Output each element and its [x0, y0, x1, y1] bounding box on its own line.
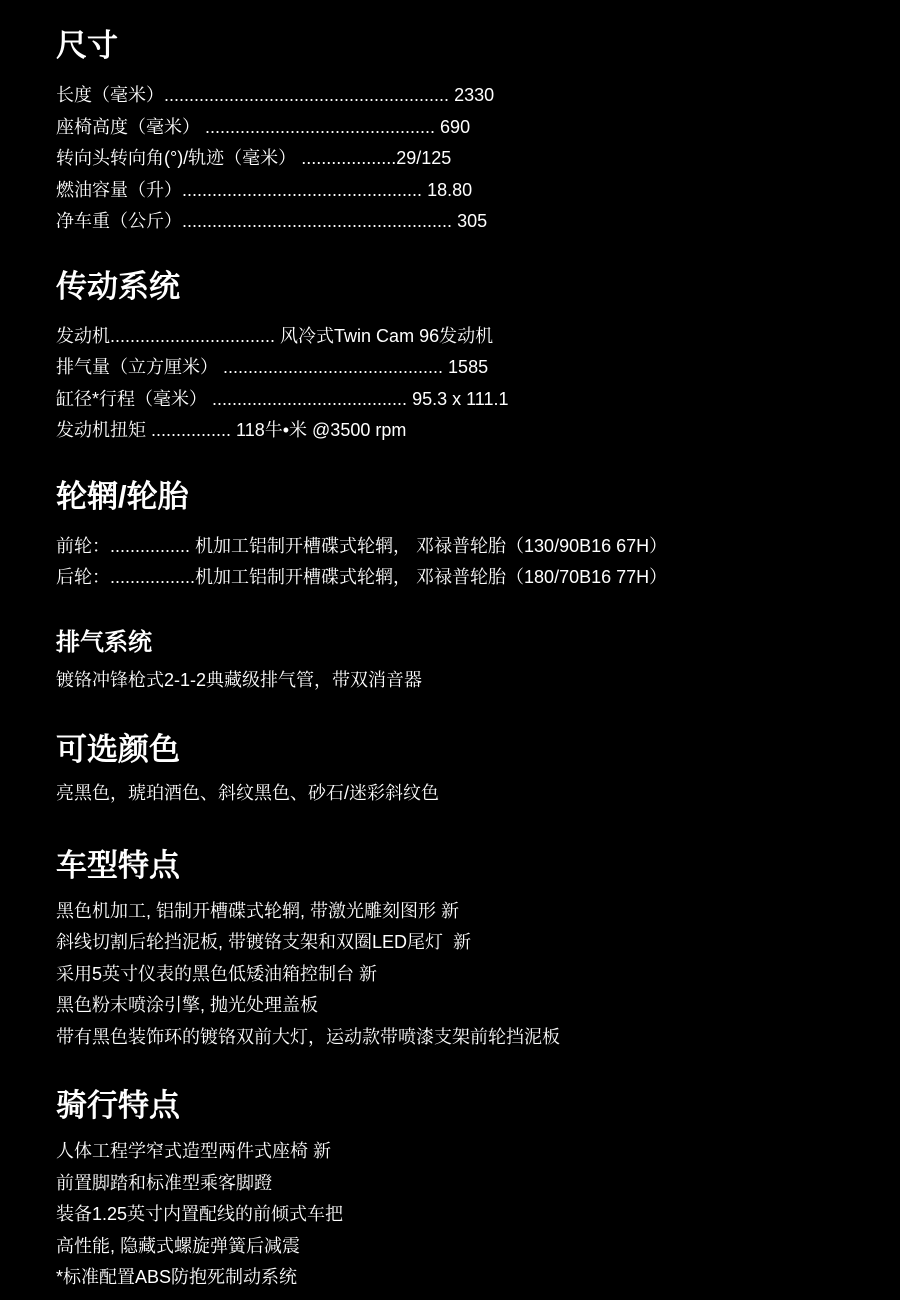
heading-model-features: 车型特点 — [56, 847, 180, 883]
spec-label: 净车重（公斤） — [56, 211, 182, 231]
section-model-features — [56, 846, 880, 1054]
feature-text: 高性能, 隐藏式螺旋弹簧后减震 — [56, 1235, 301, 1256]
section-drivetrain — [56, 267, 880, 447]
spec-row-seat-height — [56, 112, 880, 144]
spec-label: 座椅高度（毫米） — [56, 116, 200, 137]
spec-value: 29/125 — [396, 148, 452, 168]
exhaust-description — [56, 665, 880, 697]
feature-text: 斜线切割后轮挡泥板, 带镀铬支架和双圈LED尾灯 新 — [56, 932, 472, 952]
feature-text: 带有黑色装饰环的镀铬双前大灯，运动款带喷漆支架前轮挡泥板 — [56, 1026, 560, 1047]
spec-value: 2330 — [454, 85, 495, 105]
spec-row-front-wheel — [56, 531, 880, 563]
feature-text: 黑色粉末喷涂引擎, 抛光处理盖板 — [56, 995, 319, 1015]
spec-leader: ................................................ — [182, 179, 428, 200]
section-exhaust — [56, 627, 880, 697]
riding-feature-line — [56, 1231, 880, 1263]
model-feature-line — [56, 896, 880, 928]
feature-text: 人体工程学窄式造型两件式座椅 新 — [56, 1141, 331, 1161]
section-colors — [56, 730, 880, 810]
spec-leader: ................................. — [110, 325, 281, 346]
color-options-text — [56, 778, 880, 810]
riding-feature-line — [56, 1199, 880, 1231]
model-feature-line — [56, 990, 880, 1022]
spec-value: 1585 — [448, 357, 489, 377]
spec-value: 95.3 x 111.1 — [412, 388, 509, 409]
exhaust-text: 镀铬冲锋枪式2-1-2典藏级排气管，带双消音器 — [56, 669, 423, 690]
spec-value: 690 — [440, 116, 471, 137]
model-feature-line — [56, 927, 880, 959]
colors-text: 亮黑色，琥珀酒色、斜纹黑色、砂石/迷彩斜纹色 — [56, 783, 439, 803]
spec-leader: ............................................ — [218, 357, 449, 377]
spec-row-engine — [56, 321, 880, 353]
model-feature-line — [56, 1022, 880, 1054]
feature-text: 前置脚踏和标准型乘客脚蹬 — [56, 1172, 272, 1193]
spec-value: 118牛•米 @3500 rpm — [236, 420, 407, 440]
heading-dimensions: 尺寸 — [56, 28, 118, 63]
riding-feature-line — [56, 1168, 880, 1200]
feature-text: 装备1.25英寸内置配线的前倾式车把 — [56, 1204, 344, 1224]
section-wheels-tires — [56, 477, 880, 594]
spec-label: 转向头转向角(°)/轨迹（毫米） — [56, 148, 297, 168]
spec-label: 排气量（立方厘米） — [56, 357, 218, 377]
spec-leader: ................ — [146, 420, 237, 440]
spec-leader: ...................................................... — [182, 211, 458, 231]
spec-leader: ....................................... — [207, 388, 413, 409]
heading-wheels-tires: 轮辋/轮胎 — [56, 478, 189, 514]
spec-row-length — [56, 80, 880, 112]
feature-text: *标准配置ABS防抱死制动系统 — [56, 1267, 298, 1287]
spec-row-displacement — [56, 352, 880, 384]
spec-value: 305 — [457, 211, 488, 231]
heading-colors: 可选颜色 — [56, 732, 180, 767]
heading-exhaust: 排气系统 — [56, 628, 152, 656]
spec-label: 长度（毫米） — [56, 85, 164, 105]
spec-row-dry-weight — [56, 206, 880, 238]
spec-row-bore-stroke — [56, 384, 880, 416]
spec-row-steering-angle-trail — [56, 143, 880, 175]
spec-row-rear-wheel — [56, 562, 880, 594]
heading-riding-features: 骑行特点 — [56, 1088, 180, 1123]
feature-text: 黑色机加工, 铝制开槽碟式轮辋, 带激光雕刻图形 新 — [56, 900, 460, 921]
spec-value: 机加工铝制开槽碟式轮辋， 邓禄普轮胎（130/90B16 67H） — [195, 535, 668, 556]
spec-row-engine-torque — [56, 415, 880, 447]
spec-leader: ................... — [296, 148, 397, 168]
spec-leader: ......................................................... — [164, 85, 455, 105]
spec-leader: .............................................. — [200, 116, 441, 137]
spec-label: 燃油容量（升） — [56, 179, 182, 200]
spec-row-fuel-capacity — [56, 175, 880, 207]
spec-value: 机加工铝制开槽碟式轮辋， 邓禄普轮胎（180/70B16 77H） — [195, 567, 668, 587]
section-riding-features — [56, 1086, 880, 1294]
spec-value: 18.80 — [427, 179, 473, 200]
feature-text: 采用5英寸仪表的黑色低矮油箱控制台 新 — [56, 963, 378, 984]
spec-leader: ................. — [110, 567, 196, 587]
riding-feature-line — [56, 1136, 880, 1168]
model-feature-line — [56, 959, 880, 991]
spec-label: 前轮： — [56, 535, 110, 556]
riding-feature-line — [56, 1262, 880, 1294]
spec-label: 发动机 — [56, 325, 110, 346]
spec-label: 后轮： — [56, 567, 110, 587]
spec-label: 缸径*行程（毫米） — [56, 388, 208, 409]
section-dimensions — [56, 26, 880, 238]
heading-drivetrain: 传动系统 — [56, 268, 180, 304]
spec-leader: ................ — [110, 535, 196, 556]
spec-value: 风冷式Twin Cam 96发动机 — [280, 325, 494, 346]
spec-label: 发动机扭矩 — [56, 420, 146, 440]
